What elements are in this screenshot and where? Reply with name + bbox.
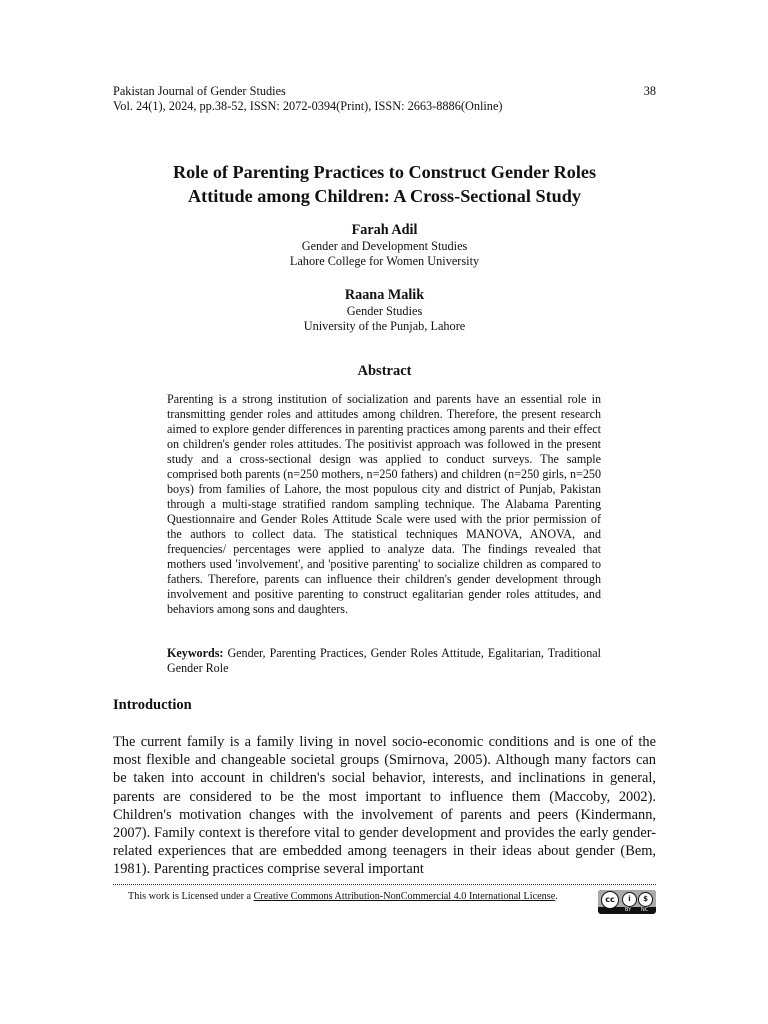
author-affiliation-department: Gender Studies <box>346 304 423 318</box>
abstract-text: Parenting is a strong institution of socialization and parents have an essential role in transmitting gender roles and attitudes among children. Therefore, the present research aimed to explore gender differences in parenting practices among parents and their effect on children's gender roles attitudes. The positivist approach was followed in the present study and a cross-sectional design was applied to conduct surveys. The sample comprised both parents (n=250 mothers, n=250 fathers) and children (n=250 girls, n=250 boys) from families of Lahore, the most populous city and district of Punjab, Pakistan through a multi-stage stratified random sampling technique. The Alabama Parenting Questionnaire and Gender Roles Attitude Scale were used with the prior permission of the authors to collect data. The statistical techniques MANOVA, ANOVA, and frequencies/ percentages were applied to analyze data. The findings revealed that mothers used 'involvement', and 'positive parenting' to socialize children as compared to fathers. Therefore, parents can influence their children's gender development through involvement and positive parenting to construct egalitarian gender roles attitudes, and behaviors among sons and daughters. <box>167 392 601 616</box>
author-affiliation-department: Gender and Development Studies <box>301 239 468 253</box>
paper-title-line-1: Role of Parenting Practices to Construct Gender Roles <box>172 162 597 182</box>
nc-label: NC <box>641 907 649 913</box>
creative-commons-icon[interactable] <box>598 890 656 914</box>
footer-divider <box>113 884 656 885</box>
keywords-paragraph <box>167 646 601 676</box>
attribution-icon: i <box>622 892 637 907</box>
author-block-2 <box>113 287 656 334</box>
keywords-label: Keywords: <box>167 646 224 660</box>
license-link[interactable]: Creative Commons Attribution-NonCommercial 4.0 International License <box>253 891 556 902</box>
cc-icon: cc <box>601 891 619 909</box>
author-affiliation-institution: Lahore College for Women University <box>289 254 480 268</box>
page-number: 38 <box>643 84 656 98</box>
journal-volume-issn: Vol. 24(1), 2024, pp.38-52, ISSN: 2072-0394(Print), ISSN: 2663-8886(Online) <box>113 99 503 113</box>
paper-title-line-2: Attitude among Children: A Cross-Sectional Study <box>188 186 581 206</box>
journal-name: Pakistan Journal of Gender Studies <box>113 84 286 98</box>
noncommercial-icon: $ <box>638 892 653 907</box>
author-block-1 <box>113 222 656 269</box>
author-name: Raana Malik <box>344 287 425 303</box>
introduction-text: The current family is a family living in novel socio-economic conditions and is one of the most flexible and changeable societal groups (Smirnova, 2005). Although many factors can be taken into account in children's social behavior, interests, and inclinations in general, parents are considered to be the most important to influence them (Maccoby, 2002). Children's motivation changes with the involvement of parents and peers (Kindermann, 2007). Family context is therefore vital to gender development and provides the early gender-related experiences that are embedded among teenagers in their ideas about gender (Bem, 1981). Parenting practices comprise several important <box>113 734 656 878</box>
license-prefix: This work is Licensed under a <box>128 891 254 902</box>
paper-title <box>113 160 656 208</box>
license-suffix: . <box>555 891 558 902</box>
by-label: BY <box>625 907 632 913</box>
introduction-heading: Introduction <box>113 697 192 713</box>
journal-header <box>113 84 656 114</box>
author-affiliation-institution: University of the Punjab, Lahore <box>303 319 466 333</box>
author-name: Farah Adil <box>351 222 418 238</box>
abstract-heading: Abstract <box>357 363 412 379</box>
license-notice <box>128 891 558 902</box>
keywords-list: Gender, Parenting Practices, Gender Roles Attitude, Egalitarian, Traditional Gender Role <box>167 646 601 675</box>
